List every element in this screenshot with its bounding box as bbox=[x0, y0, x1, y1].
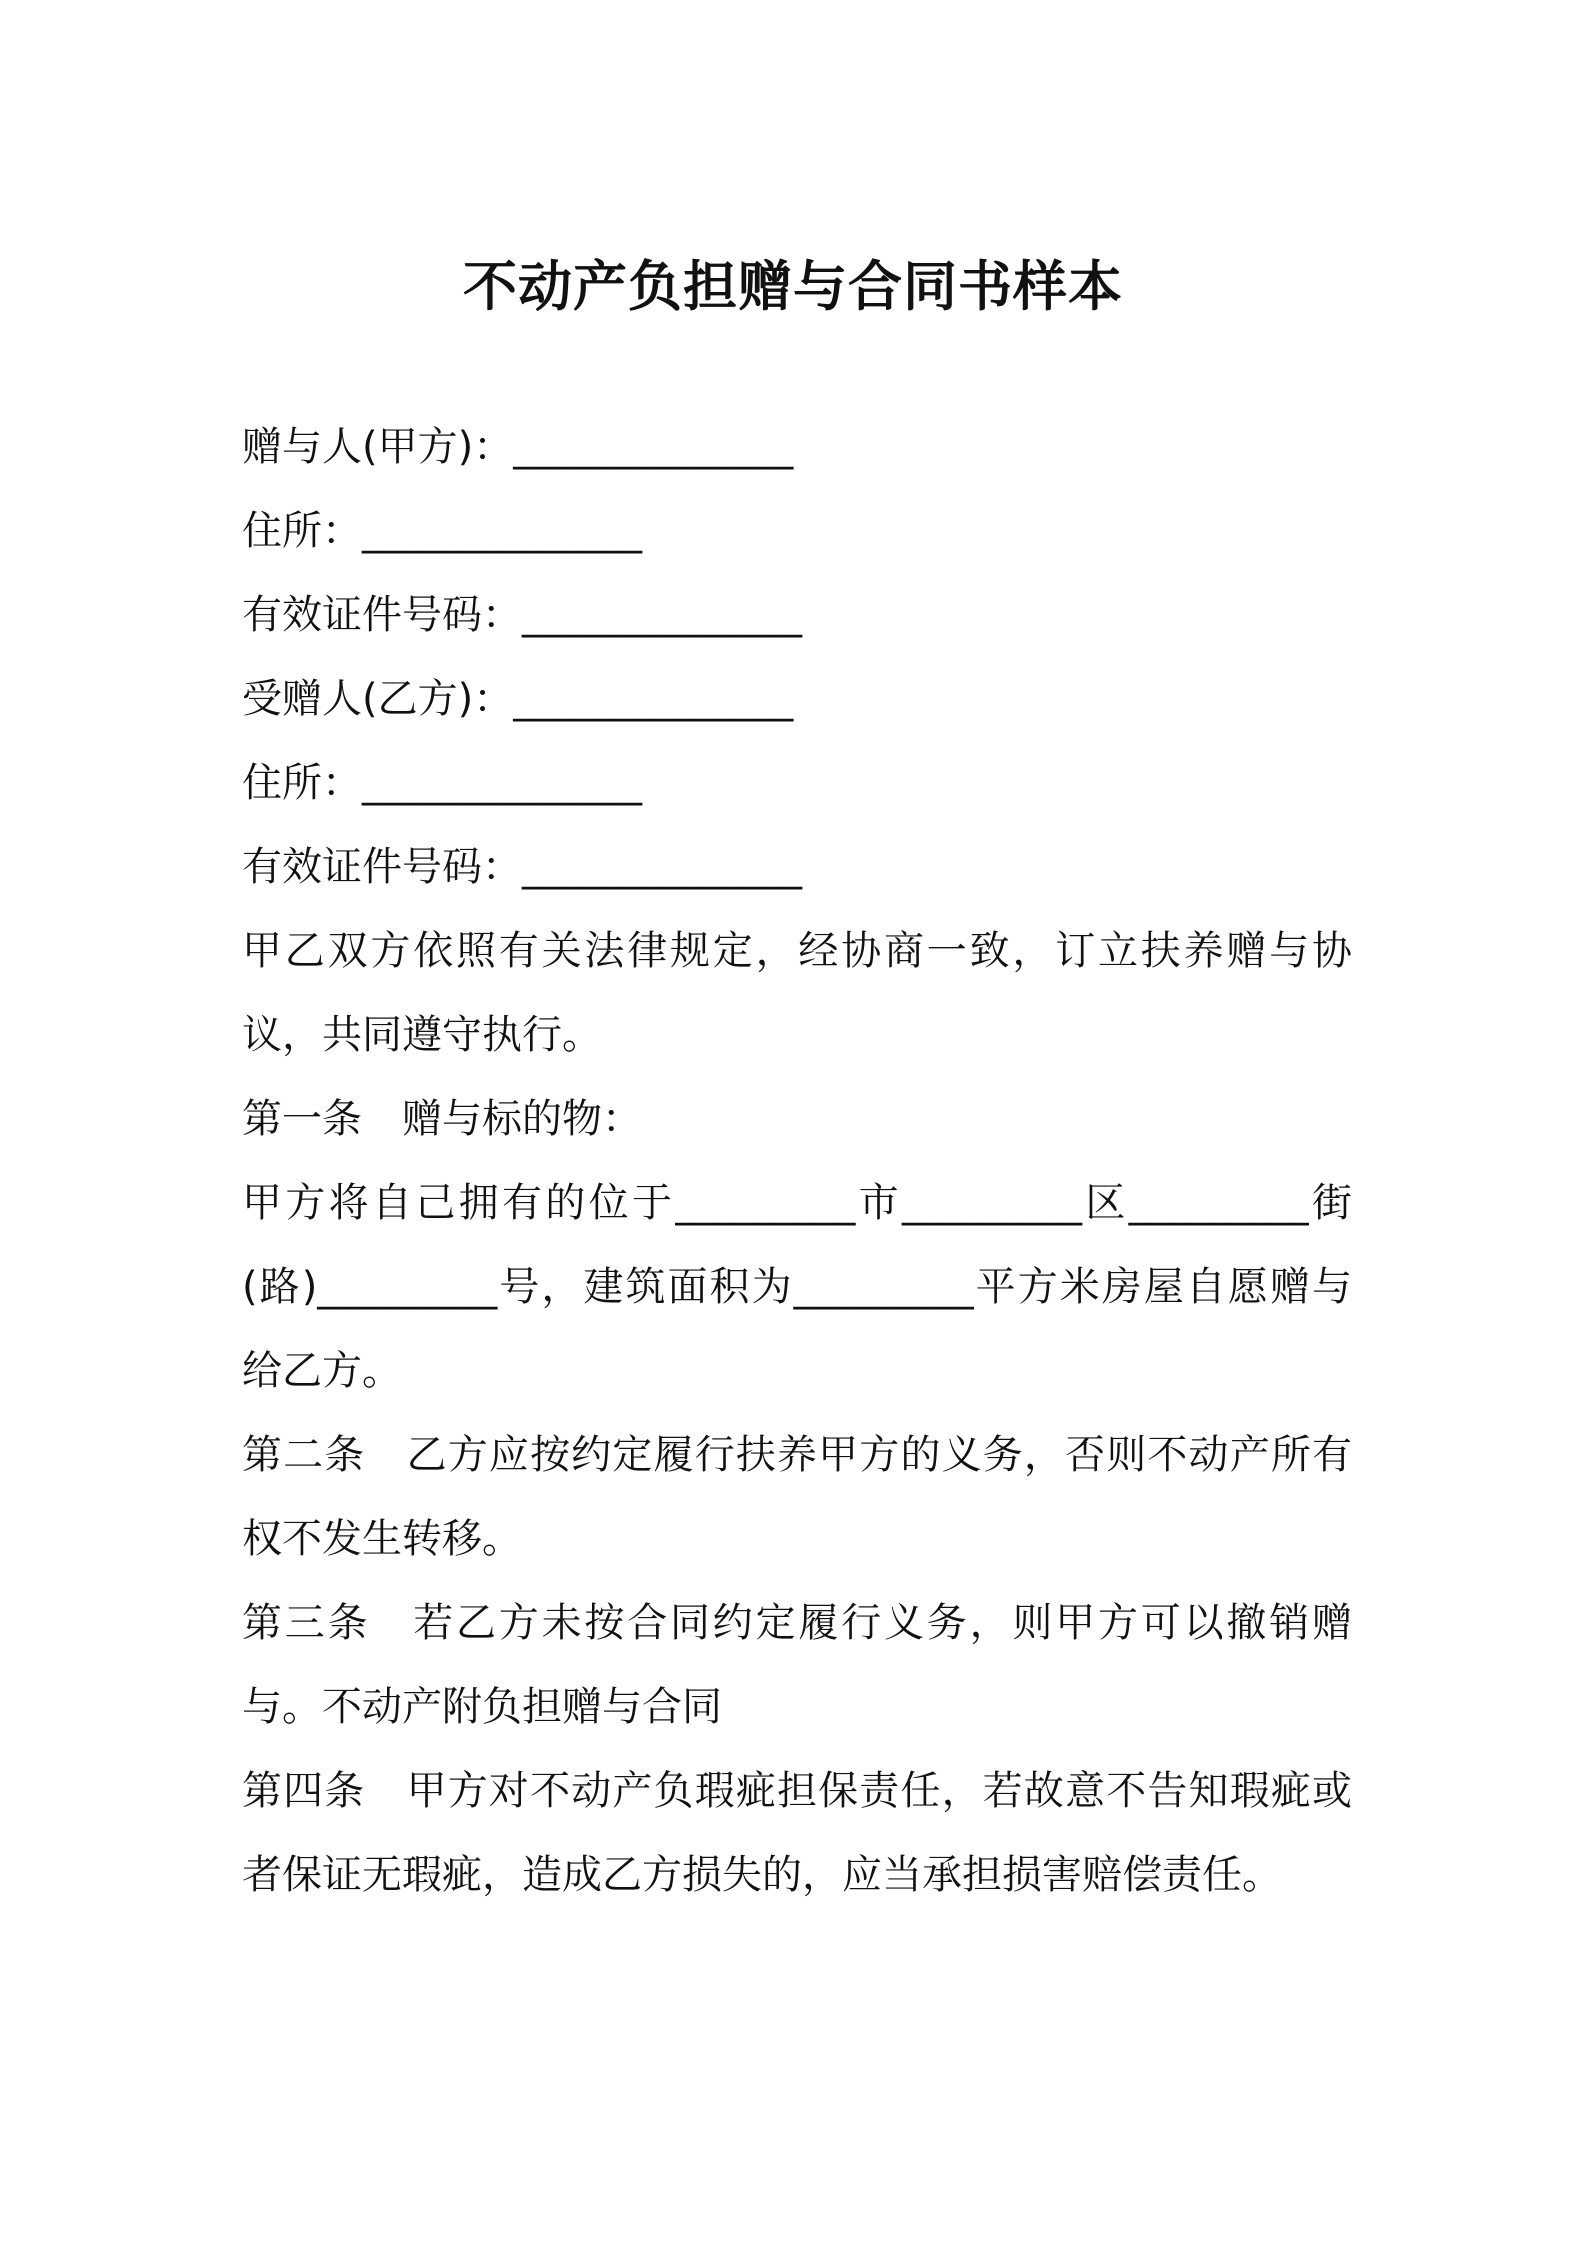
donee-id-line: 有效证件号码：______________ bbox=[242, 844, 802, 890]
donee-name-line: 受赠人(乙方)：______________ bbox=[242, 676, 794, 722]
document-title: 不动产负担赠与合同书样本 bbox=[463, 255, 1123, 318]
donor-id-line: 有效证件号码：______________ bbox=[242, 592, 802, 638]
article-4: 第四条 甲方对不动产负瑕疵担保责任，若故意不告知瑕疵或者保证无瑕疵，造成乙方损失的，应当承担损害赔偿责任。 bbox=[242, 1768, 1352, 1898]
article-2: 第二条 乙方应按约定履行扶养甲方的义务，否则不动产所有权不发生转移。 bbox=[242, 1432, 1352, 1562]
donee-address-line: 住所：______________ bbox=[242, 760, 642, 806]
article-3: 第三条 若乙方未按合同约定履行义务，则甲方可以撤销赠与。不动产附负担赠与合同 bbox=[242, 1600, 1352, 1730]
article-1-body: 甲方将自己拥有的位于_________市_________区_________街(路)_________号，建筑面积为_________平方米房屋自愿赠与给乙方。 bbox=[242, 1180, 1352, 1394]
article-1-heading: 第一条 赠与标的物： bbox=[242, 1096, 642, 1142]
donor-name-line: 赠与人(甲方)：______________ bbox=[242, 424, 794, 470]
intro-paragraph: 甲乙双方依照有关法律规定，经协商一致，订立扶养赠与协议，共同遵守执行。 bbox=[242, 928, 1352, 1058]
document-body bbox=[242, 405, 1352, 1917]
donor-address-line: 住所：______________ bbox=[242, 508, 642, 554]
